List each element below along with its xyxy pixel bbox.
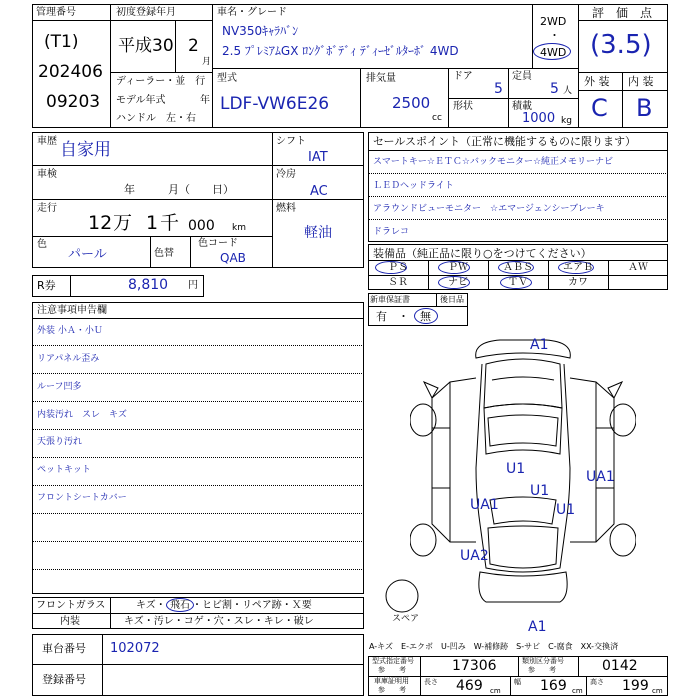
divider bbox=[32, 541, 364, 542]
divider bbox=[508, 98, 509, 128]
damage-mark: UA2 bbox=[460, 548, 489, 564]
haiki-label: 排気量 bbox=[366, 73, 396, 84]
divider bbox=[110, 20, 212, 21]
divider bbox=[32, 613, 364, 614]
sekisai-unit: kg bbox=[561, 116, 572, 126]
model-year-label: モデル年式 bbox=[116, 95, 166, 106]
divider bbox=[32, 318, 364, 319]
damage-mark: UA1 bbox=[470, 497, 499, 513]
divider bbox=[102, 634, 103, 696]
note-line: ルーフ凹多 bbox=[37, 382, 82, 392]
equipment-title: 装備品（純正品に限り○をつけてください） bbox=[373, 247, 592, 260]
shomei-sanko: 参 考 bbox=[378, 686, 406, 694]
daiban-value: 102072 bbox=[110, 641, 160, 656]
drive-4wd: 4WD bbox=[540, 46, 567, 59]
damage-mark: UA1 bbox=[586, 469, 615, 485]
reikyaku-label: 冷房 bbox=[276, 169, 296, 180]
divider bbox=[578, 90, 668, 91]
divider bbox=[518, 656, 519, 676]
equipment-item: ＳＲ bbox=[388, 277, 408, 288]
divider bbox=[448, 98, 578, 99]
divider bbox=[272, 132, 273, 268]
soko-rest: 000 bbox=[188, 218, 215, 234]
takasa-label: 高さ bbox=[590, 678, 604, 686]
divider bbox=[368, 173, 668, 174]
nagasa-unit: cm bbox=[490, 687, 501, 695]
month-unit: 月 bbox=[202, 57, 212, 67]
spare-label: スペア bbox=[392, 614, 420, 624]
shodo-label: 初度登録年月 bbox=[116, 7, 176, 18]
gaiso-label: 外 装 bbox=[584, 75, 610, 88]
soko-sen: 1 bbox=[146, 212, 159, 234]
shareki-value: 自家用 bbox=[60, 140, 111, 160]
damage-mark: A1 bbox=[530, 337, 549, 353]
sales-points-title: セールスポイント（正常に機能するものに限ります） bbox=[373, 135, 637, 148]
damage-mark: U1 bbox=[530, 483, 550, 499]
handle-label: ハンドル 左・右 bbox=[116, 113, 196, 124]
ruibetsu-label: 類別区分番号 bbox=[522, 657, 564, 665]
r-ken-box bbox=[32, 275, 204, 297]
damage-mark: U1 bbox=[506, 461, 526, 477]
divider bbox=[175, 20, 176, 72]
divider bbox=[586, 676, 587, 696]
note-line: ペットキット bbox=[37, 465, 91, 475]
damage-mark: A1 bbox=[528, 619, 547, 635]
divider bbox=[32, 345, 364, 346]
ruibetsu-value: 0142 bbox=[602, 658, 638, 674]
top-section bbox=[32, 4, 668, 128]
sales-point-line: スマートキー☆ＥＴＣ☆バックモニター☆純正メモリーナビ bbox=[373, 157, 614, 167]
equipment-item: ＰＷ bbox=[448, 262, 468, 273]
glass-naiso-value: キズ・汚レ・コゲ・穴・スレ・キレ・破レ bbox=[124, 616, 314, 627]
note-line: フロントシートカバー bbox=[37, 493, 127, 503]
iro-code-label: 色コード bbox=[198, 238, 238, 249]
note-line: 外装 小Ａ・小Ｕ bbox=[37, 326, 103, 336]
shinsha-label: 新車保証書 bbox=[370, 295, 410, 304]
katashiki-label: 型式 bbox=[217, 73, 237, 84]
kanri-value-3: 09203 bbox=[46, 92, 101, 112]
glass-naiso-label: 内装 bbox=[60, 616, 80, 627]
nagasa-value: 469 bbox=[456, 678, 483, 694]
naiso-label: 内 装 bbox=[628, 75, 654, 88]
door-value: 5 bbox=[494, 81, 503, 97]
note-line: 内装汚れ スレ キズ bbox=[37, 410, 127, 420]
divider bbox=[32, 569, 364, 570]
divider bbox=[508, 68, 509, 98]
divider bbox=[510, 676, 511, 696]
shaken-value: 年 月（ 日） bbox=[124, 183, 234, 196]
divider bbox=[368, 196, 668, 197]
shomei-label: 車庫証明用 bbox=[374, 677, 409, 685]
divider bbox=[548, 260, 549, 290]
shift-value: IAT bbox=[308, 150, 328, 165]
daiban-label: 車台番号 bbox=[42, 642, 86, 655]
divider bbox=[32, 165, 364, 166]
divider bbox=[70, 275, 71, 297]
divider bbox=[32, 236, 272, 237]
hyoka-value: (3.5) bbox=[590, 30, 652, 60]
grade: 2.5 ﾌﾟﾚﾐｱﾑGX ﾛﾝｸﾞﾎﾞﾃﾞｨ ﾃﾞｨｰｾﾞﾙﾀｰﾎﾞ 4WD bbox=[222, 44, 459, 58]
divider bbox=[32, 20, 110, 21]
takasa-value: 199 bbox=[622, 678, 649, 694]
gaiso-value: C bbox=[591, 94, 608, 122]
kanri-label: 管理番号 bbox=[36, 7, 76, 18]
sales-point-line: アラウンドビューモニター ☆エマージェンシーブレーキ bbox=[373, 204, 605, 214]
nagasa-label: 長さ bbox=[424, 678, 438, 686]
divider bbox=[608, 260, 609, 290]
door-label: ドア bbox=[453, 71, 473, 82]
equipment-item: ＡＢＳ bbox=[503, 262, 533, 273]
equipment-item: ＴＶ bbox=[508, 277, 528, 288]
teiin-label: 定員 bbox=[512, 71, 532, 82]
sekisai-label: 積載 bbox=[512, 101, 532, 112]
car-name: NV350ｷｬﾗﾊﾞﾝ bbox=[222, 24, 299, 38]
nenryo-value: 軽油 bbox=[304, 225, 332, 241]
divider bbox=[420, 656, 421, 696]
kanri-value-1: (T1) bbox=[44, 32, 79, 52]
iro-code-value: QAB bbox=[220, 251, 246, 265]
divider bbox=[368, 676, 668, 677]
naiso-value: B bbox=[636, 94, 653, 122]
haba-label: 幅 bbox=[514, 678, 521, 686]
equipment-item: ＡＷ bbox=[628, 262, 648, 273]
divider bbox=[32, 513, 364, 514]
haba-unit: cm bbox=[572, 687, 583, 695]
nenryo-label: 燃料 bbox=[276, 203, 296, 214]
katashiki-shitei-label: 型式指定番号 bbox=[372, 657, 414, 665]
divider bbox=[622, 72, 623, 128]
front-glass-circled: 飛石 bbox=[170, 600, 190, 611]
atohi-label: 後日品 bbox=[440, 295, 464, 304]
katashiki-shitei-sanko: 参 考 bbox=[378, 666, 406, 674]
divider bbox=[110, 597, 111, 629]
divider bbox=[212, 4, 213, 128]
divider bbox=[368, 219, 668, 220]
dealer-label: ディーラー・並 行 bbox=[116, 76, 206, 87]
teiin-value: 5 bbox=[550, 81, 559, 97]
katashiki-value: LDF-VW6E26 bbox=[220, 94, 330, 114]
soko-sen-unit: 千 bbox=[160, 212, 180, 234]
shareki-label: 車歴 bbox=[37, 136, 57, 147]
teiin-unit: 人 bbox=[563, 86, 573, 96]
haba-value: 169 bbox=[540, 678, 567, 694]
divider bbox=[110, 72, 212, 73]
divider bbox=[368, 150, 668, 151]
notes-title: 注意事項申告欄 bbox=[37, 305, 107, 316]
iro-label: 色 bbox=[37, 239, 47, 250]
divider bbox=[436, 293, 437, 306]
sales-point-line: ドラレコ bbox=[373, 227, 410, 237]
divider bbox=[578, 72, 668, 73]
divider bbox=[32, 373, 364, 374]
front-glass-value-b: ・ヒビ割・リペア跡・Ｘ要 bbox=[192, 600, 312, 611]
divider bbox=[532, 4, 533, 68]
reikyaku-value: AC bbox=[310, 184, 328, 199]
note-line: リアパネル歪み bbox=[37, 354, 100, 364]
damage-legend: A-キズ E-エクボ U-凹み W-補修跡 S-サビ C-腐食 XX-交換済 bbox=[369, 642, 619, 651]
r-ken-value: 8,810 bbox=[128, 277, 169, 293]
era-value: 平成30 bbox=[118, 36, 174, 56]
iro-value: パール bbox=[68, 247, 107, 262]
r-ken-label: R券 bbox=[37, 279, 56, 292]
divider bbox=[578, 4, 579, 128]
ruibetsu-sanko: 参 考 bbox=[528, 666, 556, 674]
keijo-label: 形状 bbox=[453, 101, 473, 112]
takasa-unit: cm bbox=[652, 687, 663, 695]
note-line: 天張り汚れ bbox=[37, 437, 83, 447]
divider bbox=[110, 4, 111, 128]
divider bbox=[488, 260, 489, 290]
soko-man: 12 bbox=[88, 212, 113, 234]
equipment-item: ＰＳ bbox=[388, 262, 408, 273]
divider bbox=[360, 68, 361, 128]
divider bbox=[368, 306, 468, 307]
divider bbox=[32, 457, 364, 458]
equipment-item: ナビ bbox=[448, 277, 468, 288]
warranty-value: 有 ・ bbox=[376, 310, 409, 323]
divider bbox=[150, 236, 151, 268]
divider bbox=[32, 429, 364, 430]
divider bbox=[32, 485, 364, 486]
equipment-item: カワ bbox=[568, 277, 588, 288]
irokae-label: 色替 bbox=[154, 248, 174, 259]
divider bbox=[190, 236, 191, 268]
r-ken-unit: 円 bbox=[188, 280, 198, 291]
toroku-label: 登録番号 bbox=[42, 673, 86, 686]
shamei-label: 車名・グレード bbox=[217, 7, 287, 18]
warranty-circled: 無 bbox=[420, 310, 431, 323]
divider bbox=[578, 20, 668, 21]
soko-km: km bbox=[232, 223, 246, 233]
sales-point-line: ＬＥＤヘッドライト bbox=[373, 181, 454, 191]
sekisai-value: 1000 bbox=[522, 111, 556, 126]
divider bbox=[212, 68, 578, 69]
spare-tire bbox=[384, 578, 420, 614]
equipment-item: エアＢ bbox=[563, 262, 593, 273]
month-value: 2 bbox=[188, 36, 199, 56]
divider bbox=[428, 260, 429, 290]
drive-dot: ・ bbox=[549, 29, 560, 42]
divider bbox=[32, 199, 364, 200]
drive-2wd: 2WD bbox=[540, 15, 567, 28]
divider bbox=[32, 664, 364, 665]
haiki-unit: cc bbox=[432, 113, 442, 123]
shift-label: シフト bbox=[276, 136, 306, 147]
soko-label: 走行 bbox=[37, 203, 57, 214]
shaken-label: 車検 bbox=[37, 169, 57, 180]
kanri-value-2: 202406 bbox=[38, 62, 103, 82]
soko-man-unit: 万 bbox=[113, 212, 133, 234]
model-year-unit: 年 bbox=[200, 95, 210, 106]
front-glass-label: フロントガラス bbox=[36, 600, 106, 611]
divider bbox=[32, 401, 364, 402]
hyoka-label: 評 価 点 bbox=[592, 6, 653, 20]
haiki-value: 2500 bbox=[392, 94, 431, 112]
damage-mark: U1 bbox=[556, 502, 576, 518]
front-glass-value-a: キズ・ bbox=[136, 600, 166, 611]
divider bbox=[578, 656, 579, 676]
katashiki-shitei-value: 17306 bbox=[452, 658, 497, 674]
